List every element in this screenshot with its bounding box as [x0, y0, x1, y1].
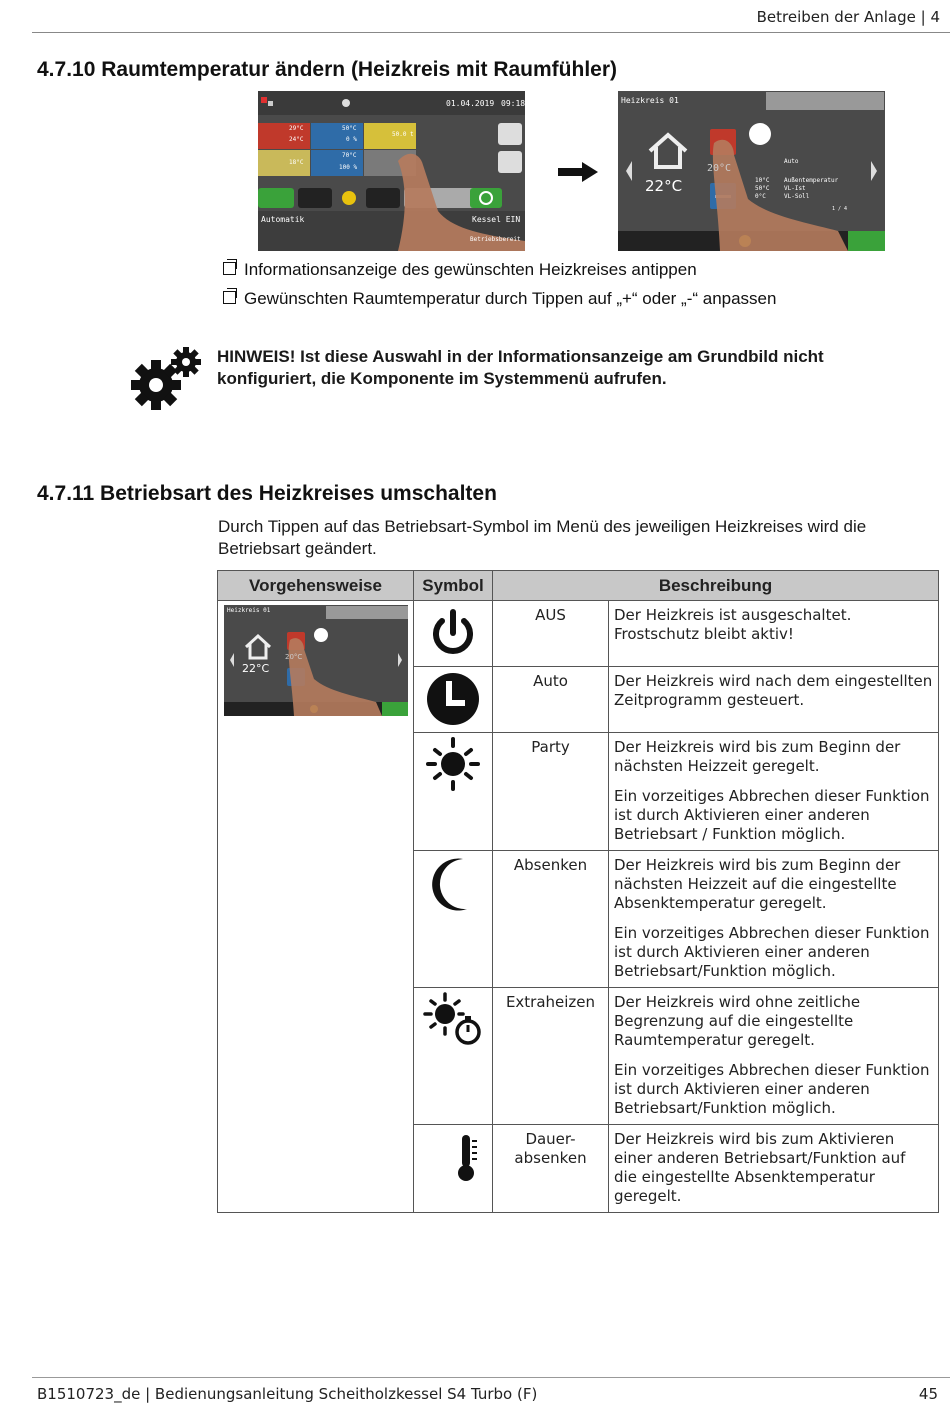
- mode-name-absenken: Absenken: [493, 851, 609, 988]
- section-intro: Durch Tippen auf das Betriebsart-Symbol im Menü des jeweiligen Heizkreises wird die Betriebsart geändert.: [218, 517, 867, 558]
- info-values: [755, 177, 769, 201]
- symbol-cell-dauerabsenken: [414, 1125, 493, 1213]
- tile5-value-b: 100 %: [339, 164, 358, 171]
- table-header-row: [218, 571, 939, 601]
- mode-name-extraheizen: Extraheizen: [493, 988, 609, 1125]
- col-header-description: Beschreibung: [493, 571, 939, 601]
- screen-time: 09:18: [501, 99, 525, 108]
- tile1-value-b: 24°C: [289, 136, 304, 143]
- page-indicator: 1 / 4: [832, 206, 848, 212]
- note-text: HINWEIS! Ist diese Auswahl in der Informationsanzeige am Grundbild nicht konfiguriert, die Komponente im Systemmenü aufrufen.: [217, 347, 824, 388]
- status-label: Betriebsbereit: [470, 236, 521, 243]
- info-value-vl-ist: 50°C: [755, 185, 770, 192]
- checkbox-icon: [223, 291, 236, 304]
- step-1: [223, 260, 697, 280]
- tile4-value: 18°C: [289, 159, 304, 166]
- sun-timer-icon: [423, 992, 483, 1048]
- gears-icon: [128, 345, 204, 411]
- page-number: 45: [918, 1385, 938, 1403]
- info-label-vl-ist: VL-Ist: [784, 185, 806, 192]
- procedure-screen-title: Heizkreis 01: [227, 607, 271, 614]
- mode-value: Auto: [784, 158, 799, 165]
- heating-circuit-screen-screenshot: [618, 91, 885, 251]
- mode-desc-extraheizen: [609, 988, 939, 1125]
- heating-circuit-screen-graphic: [618, 91, 885, 251]
- col-header-procedure: Vorgehensweise: [218, 571, 414, 601]
- desc-paragraph: Ein vorzeitiges Abbrechen dieser Funktion ist durch Aktivieren einer anderen Betriebsart/Funktion möglich.: [614, 924, 930, 980]
- section-title-4-7-10: 4.7.10 Raumtemperatur ändern (Heizkreis mit Raumfühler): [37, 58, 618, 81]
- procedure-room-temp: 22°C: [242, 662, 270, 675]
- desc-paragraph: Der Heizkreis wird bis zum Beginn der nächsten Heizzeit auf die eingestellte Absenktemperatur geregelt.: [614, 856, 901, 912]
- mode-name-auto: Auto: [493, 667, 609, 733]
- desc-paragraph: Der Heizkreis ist ausgeschaltet. Frostschutz bleibt aktiv!: [614, 606, 852, 643]
- mode-name-dauerabsenken: Dauer- absenken: [493, 1125, 609, 1213]
- operating-mode-table: [217, 570, 939, 1213]
- tile2-value-a: 50°C: [342, 125, 357, 132]
- mode-label: Automatik: [261, 215, 305, 224]
- sun-icon: [426, 737, 480, 791]
- screen-hk-title: Heizkreis 01: [621, 96, 679, 105]
- procedure-screen-graphic: [224, 605, 408, 716]
- table-row: [218, 601, 939, 667]
- procedure-set-temp: 20°C: [285, 653, 303, 661]
- info-label-outside: Außentemperatur: [784, 177, 839, 184]
- info-value-outside: 10°C: [755, 177, 770, 184]
- procedure-screenshot: [224, 605, 408, 716]
- desc-paragraph: Der Heizkreis wird ohne zeitliche Begrenzung auf die eingestellte Raumtemperatur geregelt.: [614, 993, 861, 1049]
- boiler-label: Kessel EIN: [472, 215, 521, 224]
- procedure-cell: [218, 601, 414, 1213]
- main-screen-screenshot: [258, 91, 525, 251]
- info-label-vl-soll: VL-Soll: [784, 193, 810, 200]
- info-value-vl-soll: 0°C: [755, 193, 766, 200]
- tile5-value-a: 70°C: [342, 152, 357, 159]
- header-rule: [32, 32, 950, 33]
- running-header: Betreiben der Anlage | 4: [756, 8, 940, 26]
- clock-icon: [425, 671, 481, 727]
- mode-name-party: Party: [493, 733, 609, 851]
- symbol-cell-aus: [414, 601, 493, 667]
- step-2-text: Gewünschten Raumtemperatur durch Tippen auf „+“ oder „-“ anpassen: [244, 289, 777, 308]
- footer-rule: [32, 1377, 950, 1378]
- tile1-value-a: 29°C: [289, 125, 304, 132]
- desc-paragraph: Ein vorzeitiges Abbrechen dieser Funktion ist durch Aktivieren einer anderen Betriebsart / Funktion möglich.: [614, 787, 930, 843]
- symbol-cell-auto: [414, 667, 493, 733]
- mode-desc-auto: [609, 667, 939, 733]
- col-header-symbol: Symbol: [414, 571, 493, 601]
- room-temperature: 22°C: [645, 177, 683, 195]
- desc-paragraph: Ein vorzeitiges Abbrechen dieser Funktion ist durch Aktivieren einer anderen Betriebsart/Funktion möglich.: [614, 1061, 930, 1117]
- moon-icon: [427, 855, 479, 915]
- checkbox-icon: [223, 262, 236, 275]
- step-1-text: Informationsanzeige des gewünschten Heizkreises antippen: [244, 260, 697, 279]
- tile2-value-b: 0 %: [346, 136, 357, 143]
- moon-thermometer-icon: [423, 1129, 483, 1185]
- set-temperature: 20°C: [707, 163, 732, 174]
- footer-document: B1510723_de | Bedienungsanleitung Scheitholzkessel S4 Turbo (F): [37, 1385, 538, 1403]
- symbol-cell-extraheizen: [414, 988, 493, 1125]
- desc-paragraph: Der Heizkreis wird nach dem eingestellten Zeitprogramm gesteuert.: [614, 672, 933, 709]
- section-title-4-7-11: 4.7.11 Betriebsart des Heizkreises umschalten: [37, 482, 497, 505]
- power-icon: [427, 607, 479, 659]
- mode-desc-aus: [609, 601, 939, 667]
- symbol-cell-absenken: [414, 851, 493, 988]
- arrow-right-icon: [556, 160, 600, 184]
- main-screen-graphic: [258, 91, 525, 251]
- mode-desc-dauerabsenken: [609, 1125, 939, 1213]
- tile3-value: 50.0 t: [392, 131, 414, 138]
- desc-paragraph: Der Heizkreis wird bis zum Aktivieren einer anderen Betriebsart/Funktion auf die eingestellte Absenktemperatur geregelt.: [614, 1130, 906, 1205]
- symbol-cell-party: [414, 733, 493, 851]
- step-2: [223, 289, 776, 309]
- mode-desc-absenken: [609, 851, 939, 988]
- screen-date: 01.04.2019: [446, 99, 495, 108]
- desc-paragraph: Der Heizkreis wird bis zum Beginn der nächsten Heizzeit geregelt.: [614, 738, 901, 775]
- mode-name-aus: AUS: [493, 601, 609, 667]
- info-labels: [784, 177, 838, 201]
- mode-desc-party: [609, 733, 939, 851]
